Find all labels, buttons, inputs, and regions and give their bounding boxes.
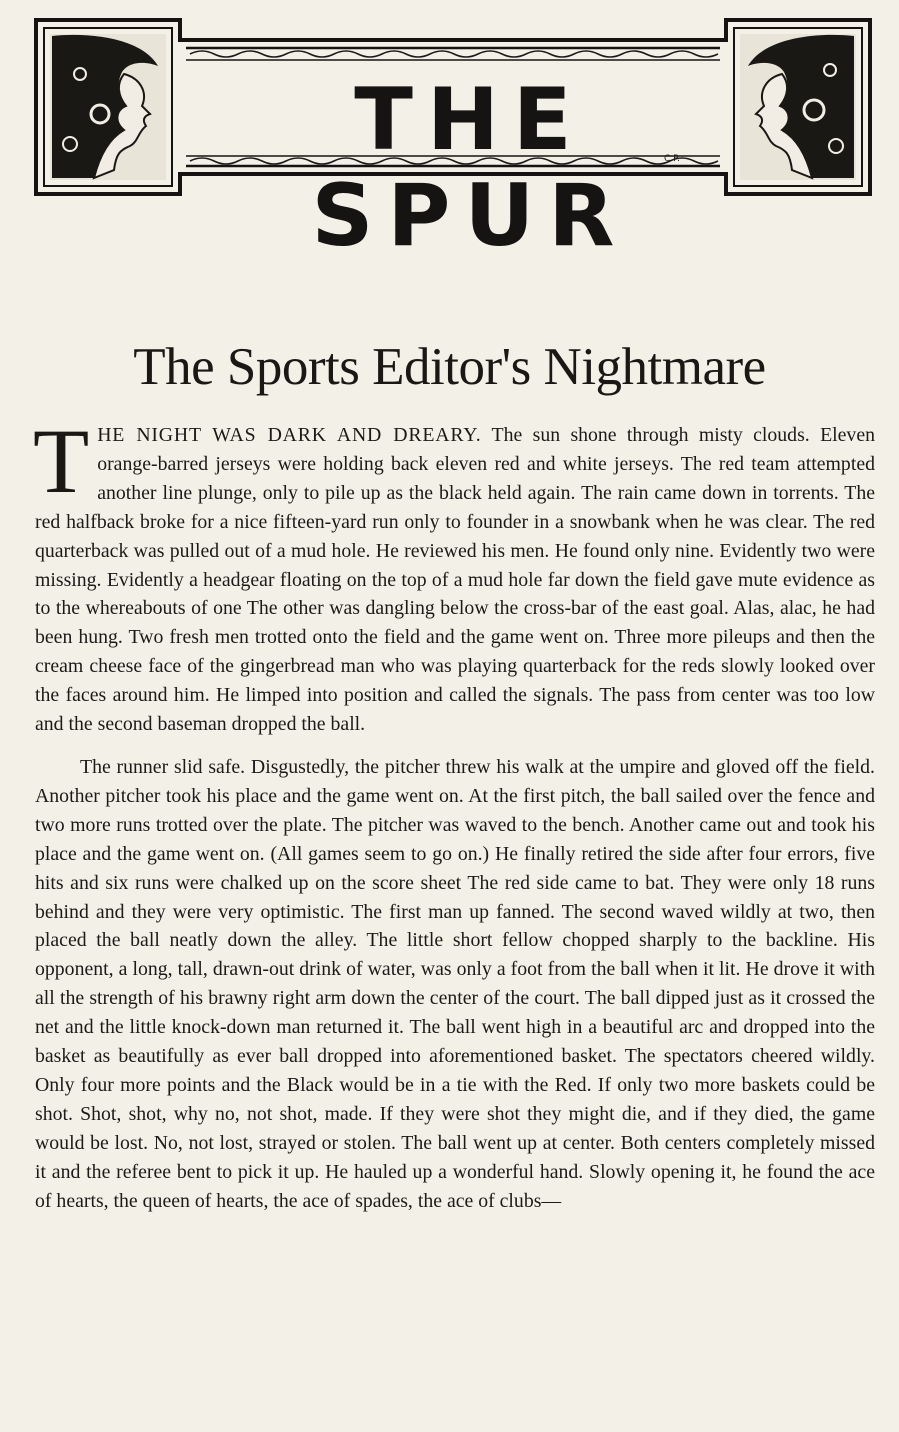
article-body [33,410,875,1215]
drop-cap: T [33,410,90,512]
left-portrait [50,34,166,180]
right-portrait [740,34,856,180]
artist-initials: C.P. [664,154,681,164]
masthead-banner [30,14,876,266]
masthead-title: THE SPUR [311,70,629,266]
lead-in: HE NIGHT WAS DARK AND DREARY. [97,424,482,446]
paragraph-1-text: The sun shone through misty clouds. Eleven orange-barred jerseys were holding back eleven red and white jerseys. The red team attempted another line plunge, only to pile up as the black held again. The rain came down in torrents. The red halfback broke for a nice fifteen-yard run only to founder in a snowbank when he was clear. The red quarterback was pulled out of a mud hole. He reviewed his men. He found only nine. Evidently two were missing. Evidently a headgear floating on the top of a mud hole far down the field gave mute evidence as to the whereabouts of one The other was dangling below the cross-bar of the east goal. Alas, alac, he had been hung. Two fresh men trotted onto the field and the game went on. Three more pileups and then the cream cheese face of the gingerbread man who was playing quarterback for the reds slowly looked over the faces around him. He limped into position and called the signals. The pass from center was too low and the second baseman dropped the ball. [35,424,875,736]
paragraph-1 [33,410,875,739]
article-headline: The Sports Editor's Nightmare [133,338,766,396]
paragraph-2: The runner slid safe. Disgustedly, the pitcher threw his walk at the umpire and gloved off the field. Another pitcher took his place and the game went on. At the first pitch, the ball sailed over the fence and two more runs trotted over the plate. The pitcher was waved to the bench. Another came out and took his place and the game went on. (All games seem to go on.) He finally retired the side after four errors, five hits and six runs were chalked up on the score sheet The red side came to bat. They were only 18 runs behind and they were very optimistic. The first man up fanned. The second waved wildly at two, then placed the ball neatly down the alley. The little short fellow chopped sharply to the backline. His opponent, a long, tall, drawn-out drink of water, was only a foot from the ball when it lit. He drove it with all the strength of his brawny right arm down the center of the court. The ball dipped just as it crossed the net and the little knock-down man returned it. The ball went high in a beautiful arc and dropped into the basket as beautifully as ever ball dropped into aforementioned basket. The spectators cheered wildly. Only four more points and the Black would be in a tie with the Red. If only two more baskets could be shot. Shot, shot, why no, not shot, made. If they were shot they might die, and if they died, the game would be lost. No, not lost, strayed or stolen. The ball went up at center. Both centers completely missed it and the referee bent to pick it up. He hauled up a wonderful hand. Slowly opening it, he found the ace of hearts, the queen of hearts, the ace of spades, the ace of clubs— [35,755,875,1212]
